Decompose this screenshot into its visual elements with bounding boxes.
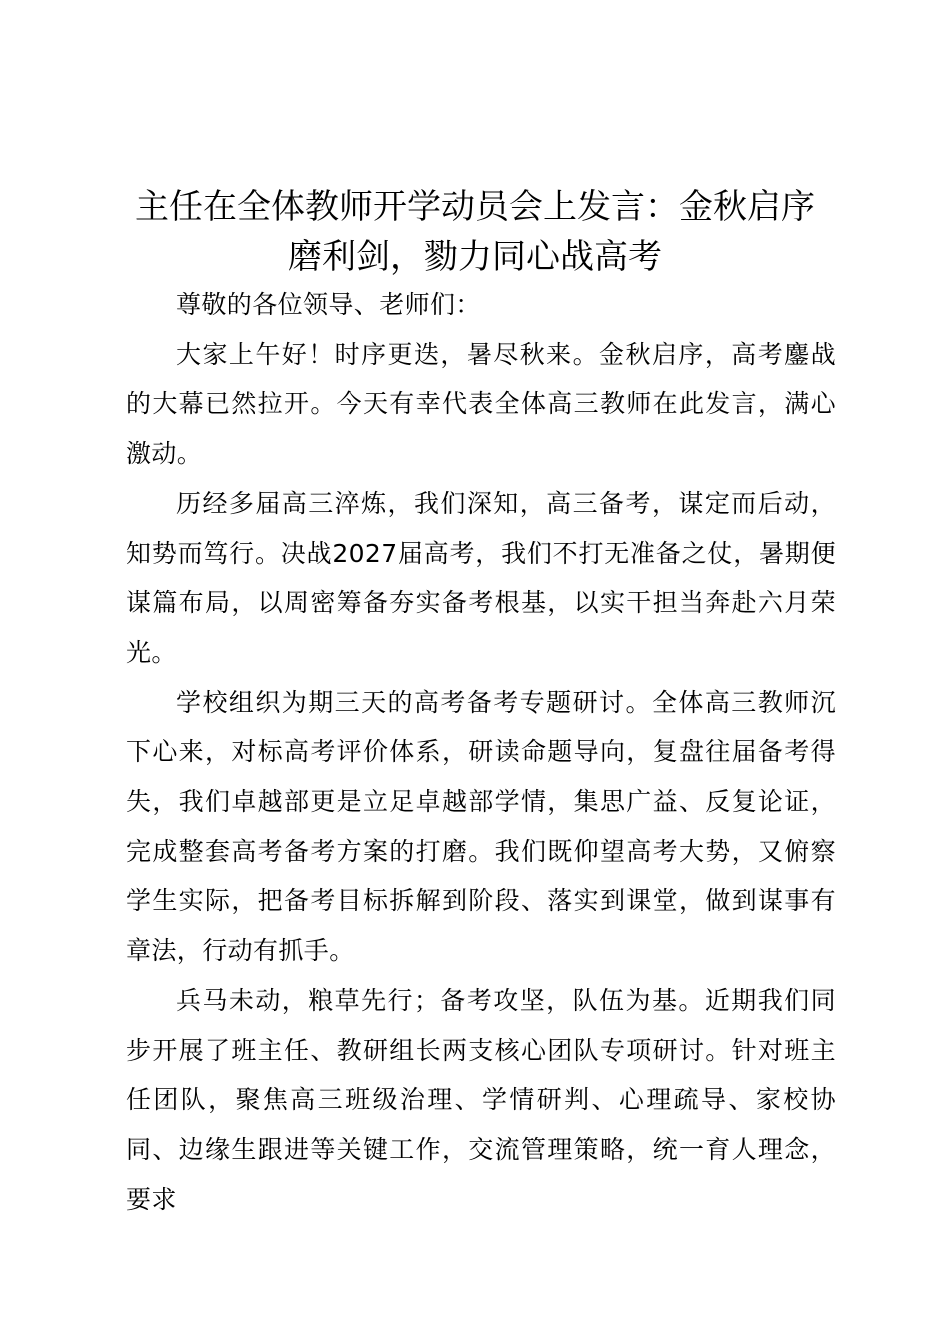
salutation-paragraph: 尊敬的各位领导、老师们： — [176, 290, 481, 319]
body-paragraph: 大家上午好！时序更迭，暑尽秋来。金秋启序，高考鏖战的大幕已然拉开。今天有幸代表全体高三教师在此发言，满心激动。 — [126, 339, 836, 469]
document-title: 主任在全体教师开学动员会上发言：金秋启序磨利剑，勠力同心战高考 — [135, 187, 815, 277]
body-paragraph: 兵马未动，粮草先行；备考攻坚，队伍为基。近期我们同步开展了班主任、教研组长两支核心团队专项研讨。针对班主任团队，聚焦高三班级治理、学情研判、心理疏导、家校协同、边缘生跟进等关键工作，交流管理策略，统一育人理念，要求 — [126, 985, 836, 1214]
body-paragraph: 历经多届高三淬炼，我们深知，高三备考，谋定而后动，知势而笃行。决战2027届高考，我们不打无准备之仗，暑期便谋篇布局，以周密筹备夯实备考根基，以实干担当奔赴六月荣光。 — [126, 488, 836, 667]
document-body — [126, 280, 836, 1224]
body-paragraph: 学校组织为期三天的高考备考专题研讨。全体高三教师沉下心来，对标高考评价体系，研读命题导向，复盘往届备考得失，我们卓越部更是立足卓越部学情，集思广益、反复论证，完成整套高考备考方案的打磨。我们既仰望高考大势，又俯察学生实际，把备考目标拆解到阶段、落实到课堂，做到谋事有章法，行动有抓手。 — [126, 687, 836, 966]
